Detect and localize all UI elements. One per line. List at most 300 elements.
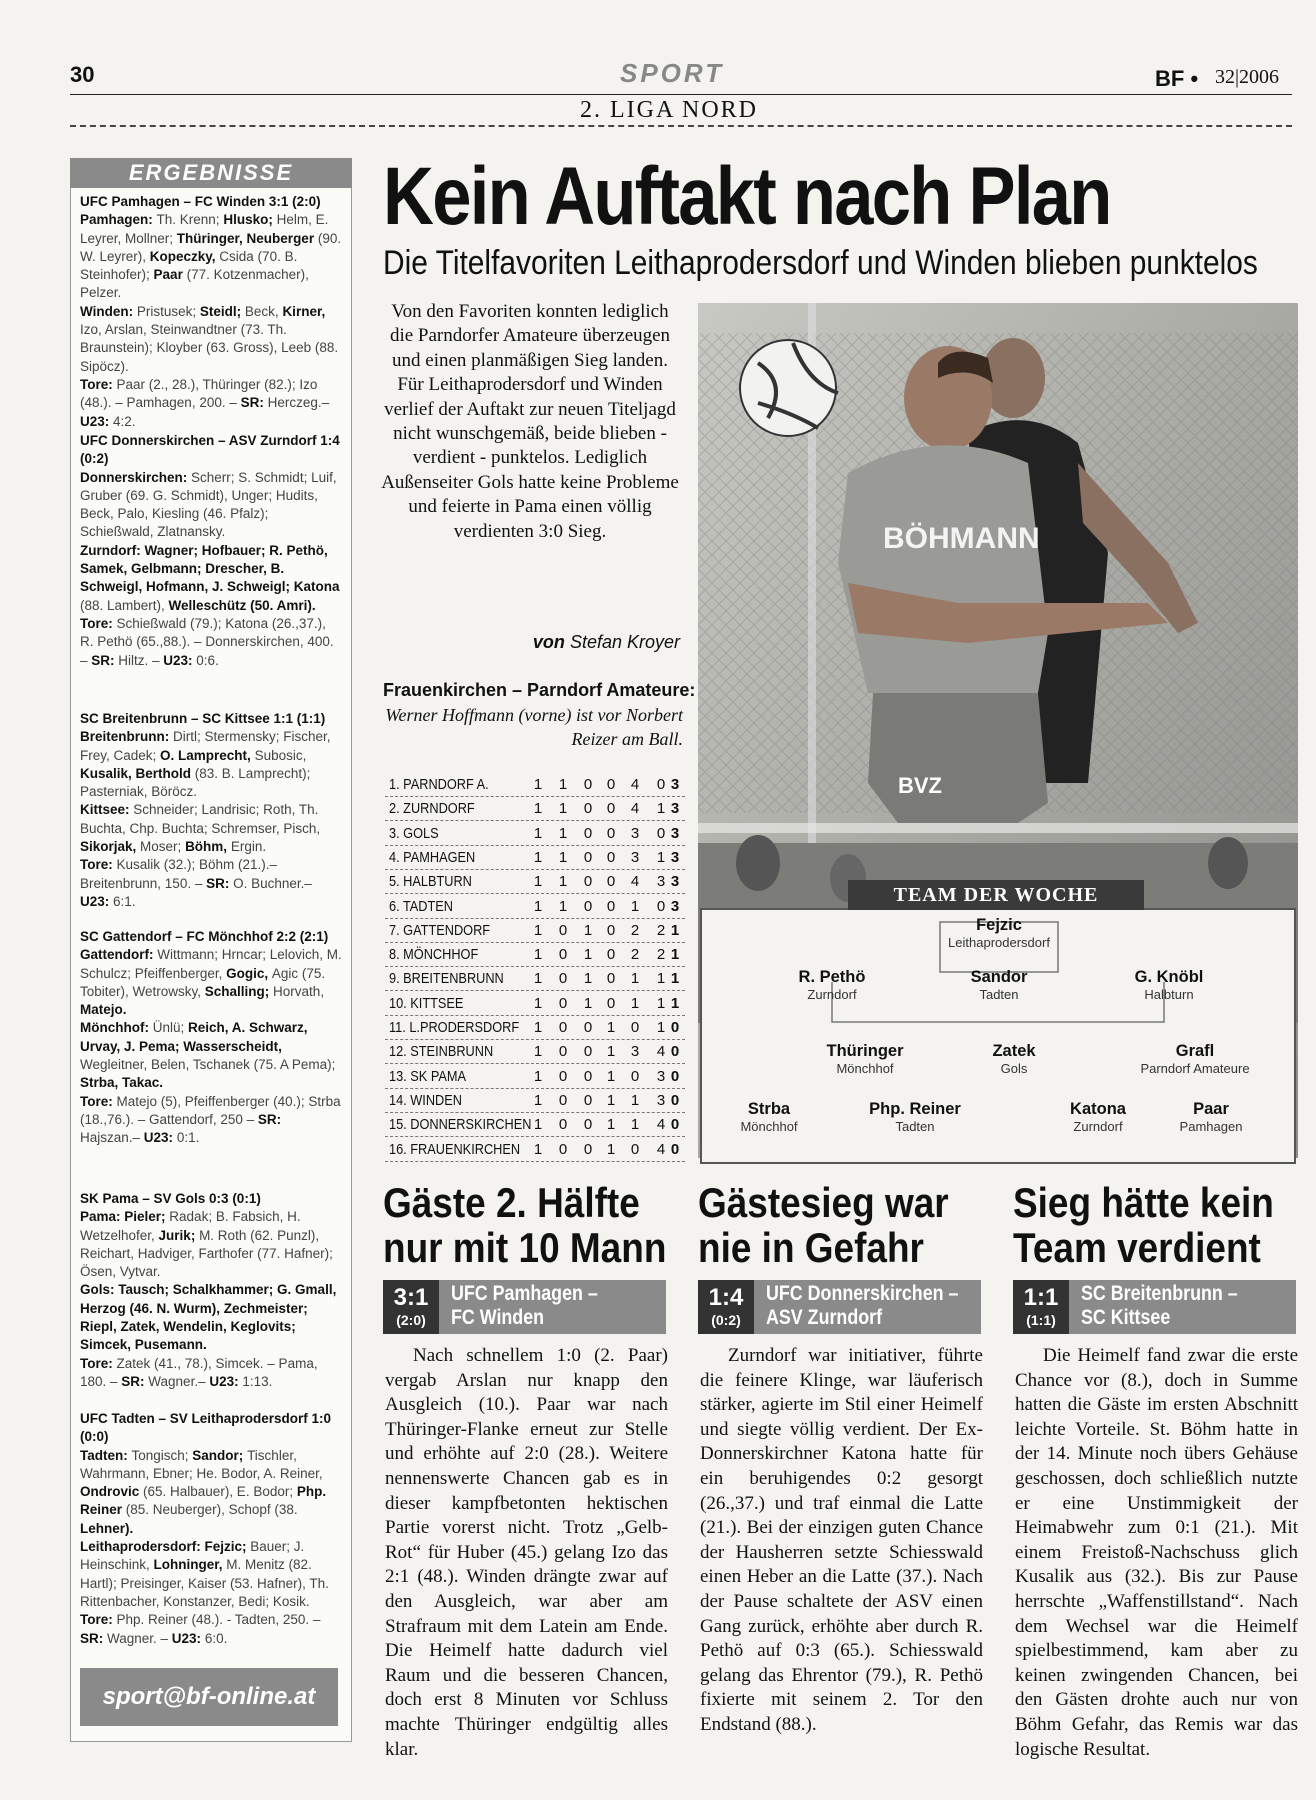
standings-stat: 2	[656, 921, 666, 939]
lineup-highlight: Sikorjak,	[80, 839, 141, 855]
player-forward-1	[684, 1100, 854, 1134]
lineup-text: Schießwald (79.); Katona (26.,37.), R. Pethö (65.,88.). – Donnerskirchen, 400. –	[80, 615, 334, 668]
player-name: Fejzic	[976, 916, 1022, 934]
player-club: Mönchhof	[740, 1119, 798, 1134]
standings-stat: 0	[583, 1043, 593, 1061]
report-headline	[1013, 1180, 1274, 1270]
standings-points: 1	[670, 970, 680, 988]
standings-stat: 1	[630, 970, 640, 988]
lineup-text: Agic (75. Tobiter), Wetrowsky,	[80, 965, 326, 999]
player-name: Katona	[1070, 1100, 1126, 1118]
away-team: FC Winden	[451, 1306, 545, 1329]
lineup-text: M. Menitz (82. Hartl); Preisinger, Kaiser (53. Hafner), Th. Rittenbacher, Konstanzer, Bedi; Kosik.	[80, 1557, 329, 1609]
standings-team: 3. GOLS	[389, 824, 439, 842]
article-intro: Von den Favoriten konnten lediglich die Parndorfer Amateure überzeugen und einen planmäßigen Sieg landen. Für Leithaprodersdorf und Winden verlief der Auftakt zur neuen Titeljagd nicht wunschgemäß, beide blieben - verdient - punktelos. Lediglich Außenseiter Gols hatte keine Probleme und feierte in Pama einen völlig verdienten 3:0 Sieg.	[381, 301, 679, 542]
standings-stat: 1	[630, 897, 640, 915]
report-headline-line: Team verdient	[1013, 1224, 1261, 1271]
standings-team: 11. L.PRODERSDORF	[389, 1019, 520, 1036]
match-detail-line	[80, 1355, 342, 1392]
brand-name: BF	[1155, 66, 1185, 91]
standings-stat: 1	[533, 970, 543, 988]
lineup-highlight: Jurik;	[158, 1227, 200, 1243]
standings-stat: 0	[606, 897, 616, 915]
lineup-text: Th. Krenn;	[156, 212, 224, 228]
lineup-highlight: Donnerskirchen:	[80, 469, 192, 485]
lineup-text: Wagner.–	[148, 1373, 210, 1389]
lineup-text: Hiltz. –	[118, 652, 164, 668]
standings-team: 9. BREITENBRUNN	[389, 970, 504, 988]
subsection-title: 2. LIGA NORD	[580, 97, 758, 123]
lineup-highlight: Gols: Tausch; Schalkhammer; G. Gmall, Herzog (46. N. Wurm), Zechmeister; Riepl, Zatek, Wendelin, Keglovits; Simcek, Pusemann.	[80, 1282, 337, 1353]
byline-prefix: von	[532, 632, 565, 652]
standings-stat: 1	[583, 921, 593, 939]
standings-stat: 1	[533, 873, 543, 891]
lineup-highlight: Tore:	[80, 1612, 117, 1628]
standings-stat: 3	[656, 873, 666, 891]
lineup-highlight: U23:	[143, 1130, 177, 1146]
lineup-text: Csida (70. B. Steinhofer);	[80, 248, 298, 283]
standings-points: 0	[670, 1140, 680, 1158]
lineup-text: Scherr; S. Schmidt; Luif, Gruber (69. G. Schmidt), Unger; Hudits, Beck, Palo, Kiesling (46. Pfalz); Schießwald, Zlatnansky.	[80, 469, 337, 540]
standings-row	[385, 1088, 685, 1113]
standings-stat: 0	[606, 946, 616, 964]
standings-row	[385, 918, 685, 943]
player-club: Halbturn	[1144, 987, 1194, 1002]
standings-stat: 4	[656, 1043, 666, 1061]
player-name: Php. Reiner	[869, 1100, 961, 1118]
standings-stat: 1	[533, 1019, 543, 1036]
standings-stat: 1	[656, 994, 666, 1012]
standings-row	[385, 1064, 685, 1089]
standings-stat: 2	[630, 946, 640, 964]
lineup-highlight: Leithaprodersdorf: Fejzic;	[80, 1539, 251, 1555]
standings-stat: 0	[630, 1140, 640, 1158]
lineup-highlight: Tore:	[80, 615, 117, 631]
lineup-highlight: Reich, A. Schwarz, Urvay, J. Pema; Wasserscheidt,	[80, 1020, 308, 1054]
lineup-text: Ergin.	[230, 839, 267, 855]
player-name: G. Knöbl	[1134, 968, 1204, 986]
player-forward-2	[830, 1100, 1000, 1134]
lineup-highlight: SR:	[257, 1111, 282, 1127]
lineup-text: (83. B. Lamprecht); Pasterniak, Böröcz.	[80, 765, 311, 800]
standings-stat: 0	[583, 1019, 593, 1036]
standings-points: 1	[670, 946, 680, 964]
standings-stat: 0	[583, 897, 593, 915]
match-detail-line	[80, 376, 342, 431]
player-name: Strba	[747, 1100, 791, 1118]
standings-stat: 0	[606, 921, 616, 939]
standings-stat: 1	[533, 824, 543, 842]
lineup-text: Wittmann; Hrncar; Lelovich, M. Schulcz; Pfeiffenberger,	[80, 947, 342, 981]
match-detail-line	[80, 1281, 342, 1354]
lineup-text: Paar (2., 28.), Thüringer (82.); Izo (48.). – Pamhagen, 200. –	[80, 376, 318, 411]
lineup-highlight: Steidl;	[199, 303, 245, 319]
standings-stat: 0	[558, 1019, 568, 1036]
report-headline-line: Sieg hätte kein	[1013, 1179, 1274, 1226]
report-headline-line: nie in Gefahr	[698, 1224, 924, 1271]
standings-row	[385, 845, 685, 870]
halftime-score: (0:2)	[711, 1312, 741, 1328]
match-title: SK Pama – SV Gols 0:3 (0:1)	[80, 1191, 261, 1206]
player-club: Tadten	[979, 987, 1019, 1002]
report-headline-line: Gäste 2. Hälfte	[383, 1179, 640, 1226]
standings-stat: 0	[583, 776, 593, 793]
standings-points: 3	[670, 897, 680, 915]
player-midfield-left	[780, 1042, 950, 1076]
standings-stat: 0	[606, 800, 616, 818]
standings-stat: 0	[583, 1116, 593, 1134]
article-subheadline: Die Titelfavoriten Leithaprodersdorf und Winden blieben punktelos	[383, 244, 1258, 282]
lineup-highlight: SR:	[240, 395, 268, 411]
lineup-text: 1:13.	[242, 1373, 273, 1389]
halftime-score: (2:0)	[396, 1312, 426, 1328]
standings-row	[385, 869, 685, 894]
standings-stat: 1	[558, 800, 568, 818]
lineup-highlight: Pamhagen:	[80, 212, 157, 228]
player-club: Mönchhof	[836, 1061, 894, 1076]
standings-points: 0	[670, 1091, 680, 1109]
lineup-text: M. Roth (62. Punzl), Reichart, Hadviger, Farthofer (77. Hafner); Ösen, Vytvar.	[80, 1227, 333, 1280]
standings-stat: 1	[558, 897, 568, 915]
report-headline	[383, 1180, 666, 1270]
match-result	[80, 193, 342, 431]
byline	[430, 632, 680, 653]
player-midfield-right	[1110, 1042, 1280, 1076]
lineup-highlight: Tore:	[80, 1355, 117, 1371]
lineup-text: Wagner. –	[107, 1630, 172, 1646]
lineup-highlight: Gattendorf:	[80, 947, 158, 963]
standings-stat: 0	[583, 800, 593, 818]
page-number: 30	[70, 62, 95, 87]
standings-team: 16. FRAUENKIRCHEN	[389, 1140, 521, 1158]
lineup-text: O. Buchner.–	[233, 875, 312, 891]
standings-team: 1. PARNDORF A.	[389, 776, 489, 793]
standings-stat: 0	[583, 1067, 593, 1085]
standings-points: 3	[670, 824, 680, 842]
lineup-text: (85. Neuberger), Schopf (38.	[125, 1502, 298, 1518]
lineup-highlight: Böhm,	[185, 839, 231, 855]
standings-stat: 1	[630, 994, 640, 1012]
standings-stat: 0	[606, 848, 616, 866]
lineup-highlight: Php. Reiner	[80, 1484, 327, 1518]
score-box	[1013, 1280, 1296, 1334]
final-score: 1:1	[1023, 1284, 1059, 1311]
score-badge	[1013, 1280, 1069, 1334]
standings-stat: 0	[606, 873, 616, 891]
match-result	[80, 1410, 342, 1648]
lineup-text: Horvath,	[273, 983, 325, 999]
match-title: UFC Donnerskirchen – ASV Zurndorf 1:4 (0:2)	[80, 433, 340, 467]
match-detail-line	[80, 856, 342, 911]
match-title: SC Breitenbrunn – SC Kittsee 1:1 (1:1)	[80, 711, 326, 726]
lineup-text: Izo, Arslan, Steinwandtner (73. Th. Braunstein); Kloyber (63. Gross), Leeb (88. Sipöcz).	[80, 322, 339, 374]
score-badge	[698, 1280, 754, 1334]
standings-points: 1	[670, 994, 680, 1012]
standings-points: 0	[670, 1019, 680, 1036]
match-teams	[451, 1282, 598, 1330]
standings-stat: 0	[583, 1140, 593, 1158]
standings-points: 1	[670, 921, 680, 939]
lineup-text: Moser;	[140, 839, 186, 855]
standings-stat: 0	[558, 994, 568, 1012]
lineup-highlight: Welleschütz (50. Amri).	[168, 597, 316, 613]
standings-stat: 1	[558, 873, 568, 891]
lineup-highlight: Tore:	[80, 1093, 117, 1109]
lineup-highlight: Breitenbrunn:	[80, 729, 173, 745]
match-detail-line	[80, 542, 342, 615]
score-box	[383, 1280, 666, 1334]
away-team: ASV Zurndorf	[766, 1306, 883, 1329]
standings-stat: 0	[558, 1091, 568, 1109]
standings-points: 0	[670, 1116, 680, 1134]
standings-points: 0	[670, 1067, 680, 1085]
standings-stat: 1	[558, 776, 568, 793]
standings-stat: 0	[583, 1091, 593, 1109]
player-name: Thüringer	[826, 1042, 904, 1060]
standings-stat: 1	[533, 946, 543, 964]
standings-stat: 2	[656, 946, 666, 964]
player-club: Zurndorf	[1073, 1119, 1123, 1134]
standings-stat: 1	[630, 1116, 640, 1134]
standings-stat: 1	[533, 800, 543, 818]
standings-stat: 1	[533, 994, 543, 1012]
standings-stat: 1	[533, 921, 543, 939]
section-label: SPORT	[620, 58, 725, 88]
brand-logo	[1155, 66, 1198, 92]
player-goalkeeper	[914, 916, 1084, 950]
match-detail-line	[80, 615, 342, 670]
standings-points: 3	[670, 800, 680, 818]
standings-stat: 1	[583, 946, 593, 964]
header-rule	[70, 94, 1292, 95]
lineup-text: 4:2.	[113, 413, 136, 429]
standings-stat: 0	[558, 1067, 568, 1085]
lineup-highlight: Pama: Pieler;	[80, 1209, 170, 1225]
player-defender-right	[1084, 968, 1254, 1002]
lineup-text: Schneider; Landrisic; Roth, Th. Buchta, Chp. Buchta; Schremser, Pisch,	[80, 802, 321, 836]
lineup-highlight: U23:	[171, 1630, 205, 1646]
standings-stat: 3	[630, 1043, 640, 1061]
standings-stat: 1	[558, 824, 568, 842]
lineup-highlight: Lehner).	[80, 1520, 134, 1536]
match-result	[80, 710, 342, 911]
standings-stat: 0	[558, 1116, 568, 1134]
team-of-week-title: TEAM DER WOCHE	[848, 880, 1144, 910]
lineup-highlight: Winden:	[80, 303, 137, 319]
lineup-highlight: Matejo.	[80, 1002, 127, 1018]
standings-stat: 1	[606, 1116, 616, 1134]
standings-stat: 0	[606, 970, 616, 988]
standings-stat: 0	[583, 848, 593, 866]
lineup-text: Helm, E. Leyrer, Mollner;	[80, 212, 329, 246]
lineup-highlight: Tore:	[80, 376, 117, 392]
standings-team: 2. ZURNDORF	[389, 800, 475, 818]
lineup-highlight: Lohninger,	[153, 1557, 227, 1573]
lineup-highlight: Tore:	[80, 857, 117, 873]
player-club: Gols	[1000, 1061, 1028, 1076]
player-name: R. Pethö	[798, 968, 866, 986]
lineup-text: Hajszan.–	[80, 1130, 144, 1146]
standings-team: 7. GATTENDORF	[389, 921, 491, 939]
standings-stat: 1	[533, 1140, 543, 1158]
lineup-highlight: Kopeczky,	[149, 248, 220, 264]
standings-stat: 1	[656, 800, 666, 818]
standings-team: 13. SK PAMA	[389, 1067, 467, 1085]
match-title: SC Gattendorf – FC Mönchhof 2:2 (2:1)	[80, 929, 329, 944]
match-detail-line	[80, 1208, 342, 1281]
player-name: Zatek	[992, 1042, 1036, 1060]
standings-stat: 1	[630, 1091, 640, 1109]
player-defender-center	[914, 968, 1084, 1002]
standings-stat: 1	[656, 848, 666, 866]
jersey-text: BÖHMANN	[883, 522, 1040, 555]
standings-row	[385, 1015, 685, 1040]
player-forward-4	[1141, 1100, 1281, 1134]
standings-stat: 4	[656, 1116, 666, 1134]
standings-stat: 1	[606, 1043, 616, 1061]
standings-row	[385, 894, 685, 919]
player-midfield-center	[929, 1042, 1099, 1076]
lineup-highlight: U23:	[80, 413, 114, 429]
match-detail-line	[80, 1019, 342, 1092]
lineup-text: (88. Lambert),	[80, 597, 169, 613]
report-body: Nach schnellem 1:0 (2. Paar) vergab Arslan nur knapp den Ausgleich (10.). Paar war nach Thüringer-Flanke erneut zur Stelle und erhöhte auf 2:0 (28.). Weitere nennenswerte Chancen gab es in dieser kampfbetonten hektischen Partie vorerst nicht. Trotz „Gelb-Rot“ für Huber (45.) gelang Izo das 2:1 (48.). Winden drängte zwar auf den Ausgleich, war aber am Strafraum mit dem Latein am Ende. Die Heimelf hatte dadurch viel Raum und die besseren Chancen, doch erst 8 Minuten vor Schluss machte Thüringer endgültig alles klar.	[385, 1345, 668, 1760]
standings-stat: 1	[533, 1116, 543, 1134]
match-teams	[1081, 1282, 1238, 1330]
lineup-text: Subosic,	[254, 747, 307, 763]
issue-number: 32|2006	[1215, 66, 1280, 88]
match-detail-line	[80, 728, 342, 801]
byline-author: Stefan Kroyer	[569, 632, 680, 652]
photo-caption: Werner Hoffmann (vorne) ist vor Norbert Reizer am Ball.	[385, 705, 683, 749]
lineup-text: Ünlü;	[152, 1020, 189, 1036]
lineup-highlight: U23:	[209, 1373, 243, 1389]
lineup-text: Zatek (41., 78.), Simcek. – Pama, 180. –	[80, 1355, 318, 1389]
away-team: SC Kittsee	[1081, 1306, 1171, 1329]
shorts-sponsor: BVZ	[898, 773, 942, 798]
match-detail-line	[80, 469, 342, 542]
lineup-highlight: Ondrovic	[80, 1484, 144, 1500]
match-result	[80, 928, 342, 1148]
standings-team: 6. TADTEN	[389, 897, 454, 915]
standings-stat: 3	[630, 824, 640, 842]
player-club: Parndorf Amateure	[1140, 1061, 1250, 1076]
contact-email[interactable]: sport@bf-online.at	[80, 1668, 338, 1726]
standings-points: 3	[670, 873, 680, 891]
standings-stat: 1	[656, 1019, 666, 1036]
standings-stat: 0	[606, 824, 616, 842]
lineup-highlight: SR:	[206, 875, 234, 891]
standings-row	[385, 796, 685, 821]
results-title: ERGEBNISSE	[70, 158, 352, 188]
lineup-highlight: Tadten:	[80, 1447, 132, 1463]
lineup-highlight: Schalling;	[204, 983, 274, 999]
home-team: UFC Donnerskirchen –	[766, 1282, 959, 1305]
standings-stat: 0	[630, 1067, 640, 1085]
standings-stat: 1	[533, 897, 543, 915]
match-detail-line	[80, 946, 342, 1019]
standings-stat: 2	[630, 921, 640, 939]
standings-stat: 3	[656, 1091, 666, 1109]
standings-row	[385, 821, 685, 846]
lineup-text: Tischler, Wahrmann, Ebner; He. Bodor, A. Reiner,	[80, 1447, 323, 1481]
player-club: Zurndorf	[807, 987, 857, 1002]
lineup-highlight: Gogic,	[226, 965, 272, 981]
final-score: 1:4	[708, 1284, 744, 1311]
match-detail-line	[80, 801, 342, 856]
match-detail-line	[80, 303, 342, 376]
lineup-text: Kusalik (32.); Böhm (21.).– Breitenbrunn, 150. –	[80, 857, 278, 891]
lineup-highlight: SR:	[91, 652, 119, 668]
report-body: Zurndorf war initiativer, führte die feinere Klinge, war läuferisch stärker, agierte im Stil einer Heimelf und siegte völlig verdient. Der Ex-Donnerskirchner Katona hatte für ein beruhigendes 0:2 gesorgt (26.,37.) und traf einmal die Latte (21.). Bei der einzigen guten Chance der Hausherren setzte Schiesswald einen Heber an die Latte (37.). Nach der Pause schaltete der ASV einen Gang zurück, erhöhte aber durch R. Pethö auf 0:3 (65.). Schiesswald gelang das Ehrentor (79.), R. Pethö fixierte mit seinem 2. Tor den Endstand (88.).	[700, 1345, 983, 1735]
standings-stat: 0	[630, 1019, 640, 1036]
standings-stat: 3	[630, 848, 640, 866]
lineup-highlight: Zurndorf: Wagner; Hofbauer; R. Pethö, Samek, Gelbmann; Drescher, B. Schweigl, Hofmann, J. Schweigl; Katona	[80, 542, 340, 595]
lineup-highlight: Sandor;	[192, 1447, 248, 1463]
lineup-text: Bauer; J. Heinschink,	[80, 1539, 305, 1573]
standings-row	[385, 966, 685, 991]
lineup-text: (90. W. Leyrer),	[80, 230, 342, 264]
standings-stat: 1	[606, 1067, 616, 1085]
lineup-text: (77. Kotzenmacher), Pelzer.	[80, 267, 309, 301]
standings-row	[385, 1039, 685, 1064]
player-name: Paar	[1193, 1100, 1229, 1118]
match-detail-line	[80, 1538, 342, 1611]
lineup-text: Dirtl; Stermensky; Fischer, Frey, Cadek;	[80, 729, 331, 763]
standings-stat: 4	[630, 800, 640, 818]
team-of-week-box	[700, 908, 1296, 1164]
standings-stat: 1	[558, 848, 568, 866]
standings-points: 3	[670, 776, 680, 793]
player-club: Pamhagen	[1179, 1119, 1243, 1134]
standings-stat: 1	[606, 1091, 616, 1109]
standings-stat: 1	[533, 1043, 543, 1061]
lineup-text: Tongisch;	[131, 1447, 193, 1463]
lineup-highlight: Kirner,	[282, 303, 326, 319]
standings-points: 3	[670, 848, 680, 866]
score-badge	[383, 1280, 439, 1334]
standings-row	[385, 1112, 685, 1137]
standings-row	[385, 991, 685, 1016]
standings-stat: 1	[583, 994, 593, 1012]
standings-points: 0	[670, 1043, 680, 1061]
standings-stat: 0	[656, 776, 666, 793]
article-headline: Kein Auftakt nach Plan	[383, 151, 1111, 242]
lineup-highlight: Thüringer, Neuberger	[176, 230, 318, 246]
final-score: 3:1	[393, 1284, 429, 1311]
standings-stat: 0	[558, 921, 568, 939]
lineup-text: 6:0.	[204, 1630, 228, 1646]
lineup-highlight: O. Lamprecht,	[160, 747, 255, 763]
match-result	[80, 1190, 342, 1391]
standings-stat: 0	[656, 824, 666, 842]
standings-stat: 1	[583, 970, 593, 988]
match-detail-line	[80, 1093, 342, 1148]
standings-stat: 0	[583, 873, 593, 891]
standings-stat: 0	[558, 1043, 568, 1061]
lineup-text: 0:1.	[176, 1130, 200, 1146]
halftime-score: (1:1)	[1026, 1312, 1056, 1328]
standings-stat: 0	[558, 970, 568, 988]
standings-row	[385, 1137, 685, 1162]
standings-stat: 1	[606, 1019, 616, 1036]
match-title: UFC Tadten – SV Leithaprodersdorf 1:0 (0:0)	[80, 1411, 332, 1445]
lineup-highlight: Strba, Takac.	[80, 1075, 164, 1091]
standings-team: 8. MÖNCHHOF	[389, 946, 479, 964]
standings-team: 15. DONNERSKIRCHEN	[389, 1116, 532, 1134]
lineup-text: 6:1.	[113, 893, 136, 909]
report-body: Die Heimelf fand zwar die erste Chance vor (8.), doch in Summe hatten die Gäste im ersten Abschnitt leichte Vorteile. St. Böhm hatte in der 14. Minute noch übers Gehäuse geschossen, doch schließlich nutzte er eine Unstimmigkeit der Heimabwehr zum 0:1 (21.). Mit einem Freistoß-Nachschuss glich Kusalik aus (32.). Bis zur Pause herrschte „Waffenstillstand“. Nach dem Wechsel war die Heimelf spielbestimmend, kam aber zu keinen zwingenden Chancen, bei den Gästen drohte auch nur von Böhm Gefahr, das Remis war das logische Resultat.	[1015, 1345, 1298, 1760]
